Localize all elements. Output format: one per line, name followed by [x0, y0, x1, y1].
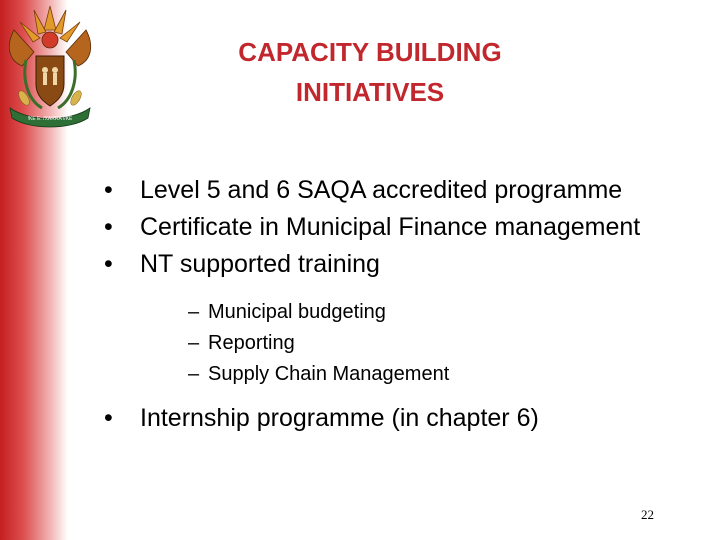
bullet-text: NT supported training — [140, 250, 380, 278]
bullet-marker: • — [104, 176, 113, 204]
sub-bullet-item — [100, 297, 700, 328]
coat-of-arms-icon — [0, 0, 100, 135]
bullet-text: Internship programme (in chapter 6) — [140, 404, 539, 432]
sub-bullet-text: Reporting — [208, 332, 295, 354]
sub-bullet-text: Supply Chain Management — [208, 363, 450, 385]
bullet-marker: • — [104, 213, 113, 241]
motto-text: !KE E: /XARRA //KE — [27, 116, 73, 122]
bullet-item — [100, 211, 700, 244]
title-line-1: CAPACITY BUILDING — [238, 37, 502, 67]
bullet-marker: • — [104, 404, 113, 432]
sub-bullet-marker: – — [188, 301, 200, 323]
sub-bullet-item — [100, 328, 700, 359]
sub-bullet-marker: – — [188, 332, 200, 354]
sub-bullet-marker: – — [188, 363, 200, 385]
bullet-marker: • — [104, 250, 113, 278]
bullet-list — [100, 174, 700, 439]
bullet-item — [100, 248, 700, 281]
sub-bullet-text: Municipal budgeting — [208, 301, 386, 323]
bullet-item — [100, 174, 700, 207]
title-line-2: INITIATIVES — [295, 77, 445, 107]
bullet-item — [100, 402, 700, 435]
page-number: 22 — [641, 507, 654, 522]
bullet-text: Certificate in Municipal Finance management — [140, 213, 641, 241]
sub-bullet-item — [100, 359, 700, 390]
bullet-text: Level 5 and 6 SAQA accredited programme — [140, 176, 623, 204]
slide-title — [160, 32, 580, 112]
